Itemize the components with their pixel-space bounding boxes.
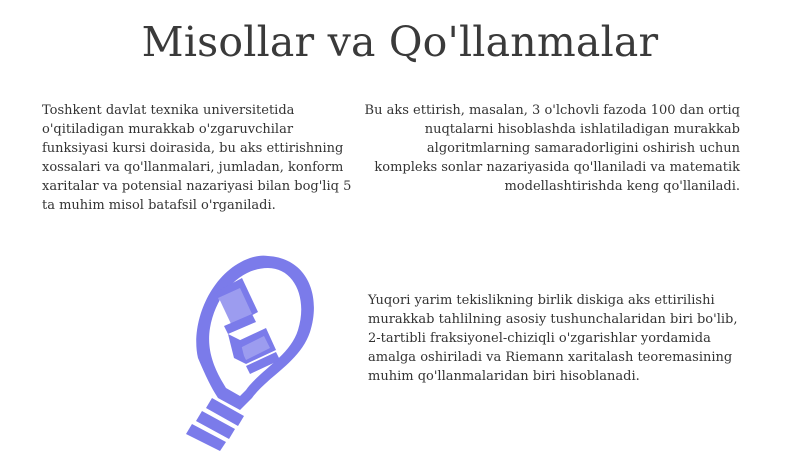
application-paragraph: Bu aks ettirish, masalan, 3 o'lchovli fazoda 100 dan ortiq nuqtalarni hisoblashda ishlatiladigan murakkab algoritmlarning samaradorligini oshirish uchun kompleks sonlar nazariyasida qo'llaniladi va matematik modellashtirishda keng qo'llaniladi. [364,103,740,194]
book-icon [216,278,280,374]
lightbulb-with-books-icon [140,248,324,453]
mapping-paragraph: Yuqori yarim tekislikning birlik diskiga aks ettirilishi murakkab tahlilning asosiy tushunchalaridan biri bo'lib, 2-tartibli fraksiyonel-chiziqli o'zgarishlar yordamida amalga oshiriladi va Riemann xaritalash teoremasining muhim qo'llanmalaridan biri hisoblanadi. [368,293,738,384]
bulb-glass [196,256,314,410]
page-title: Misollar va Qo'llanmalar [141,18,659,66]
intro-paragraph: Toshkent davlat texnika universitetida o'qitiladigan murakkab o'zgaruvchilar funksiyasi kursi doirasida, bu aks ettirishning xossalari va qo'llanmalari, jumladan, konform xaritalar va potensial nazariyasi bilan bog'liq 5 ta muhim misol batafsil o'rganiladi. [42,103,352,213]
